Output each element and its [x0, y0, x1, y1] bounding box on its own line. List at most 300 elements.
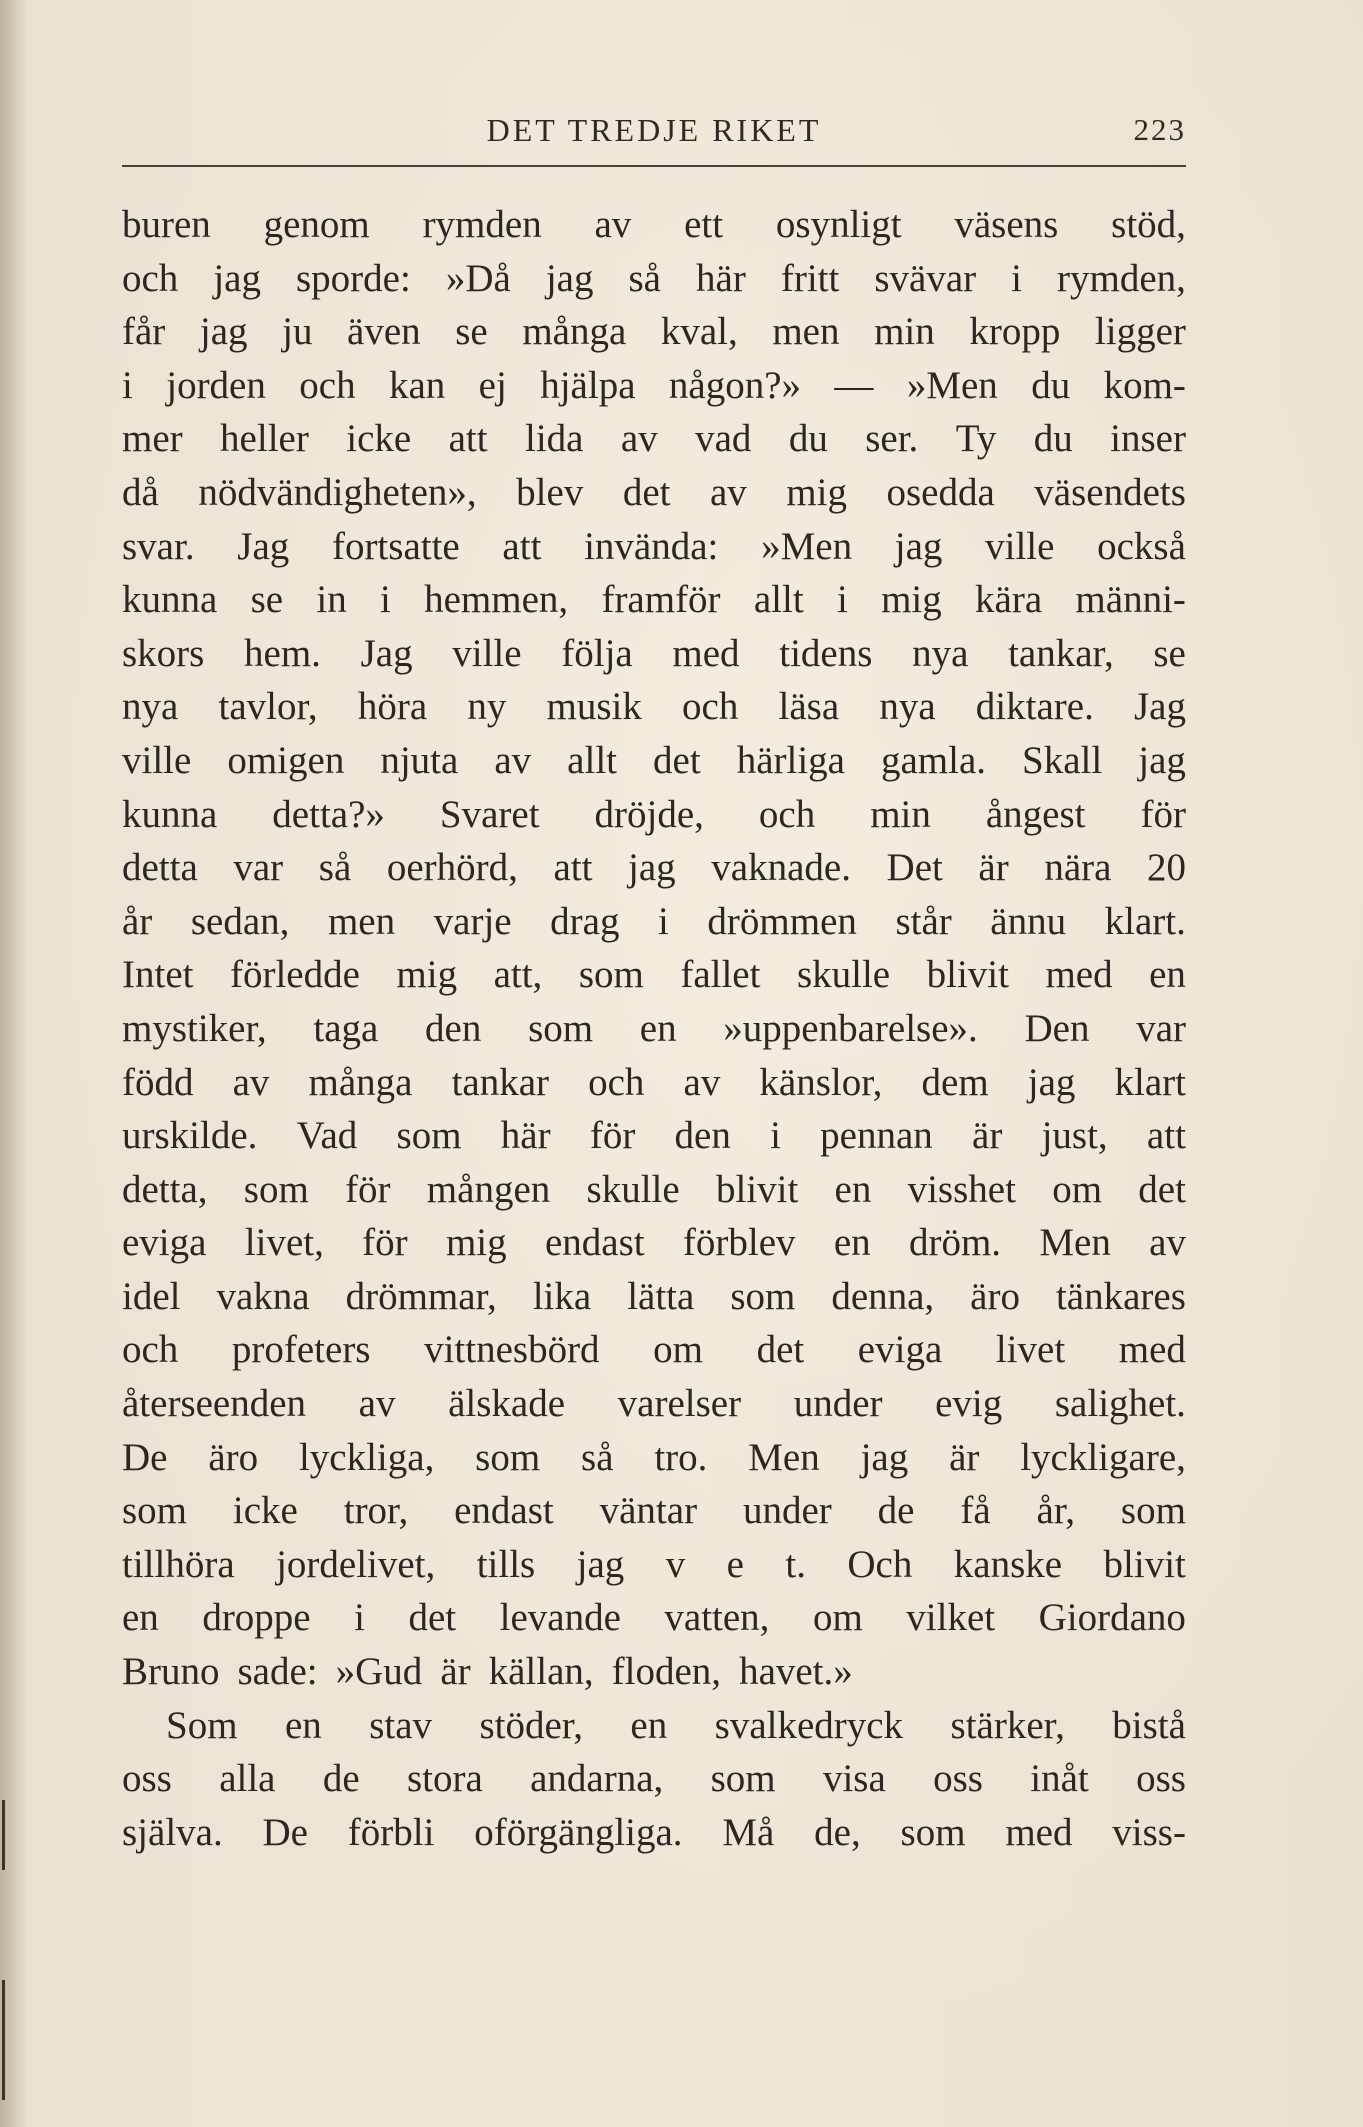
word: icke: [232, 1489, 298, 1533]
word: Som: [166, 1703, 238, 1747]
word: av: [232, 1060, 270, 1104]
word: dröjde,: [594, 792, 704, 836]
text-line: [122, 841, 1186, 895]
word: mig: [881, 578, 942, 622]
text-line: [122, 466, 1186, 520]
word: tänkares: [1055, 1274, 1186, 1318]
text-line: [122, 1056, 1186, 1110]
text-line: [122, 1431, 1186, 1485]
text-line: [122, 1323, 1186, 1377]
word: svalkedryck: [714, 1703, 904, 1747]
running-header: [122, 112, 1186, 156]
word: i: [770, 1114, 781, 1158]
word: en: [833, 1221, 871, 1265]
word: som: [243, 1167, 309, 1211]
word: ville: [122, 738, 192, 782]
word: mer: [122, 417, 183, 461]
word: livet,: [244, 1221, 324, 1265]
word: musik: [546, 685, 642, 729]
word: jag: [1027, 1060, 1076, 1104]
word: här: [500, 1114, 551, 1158]
word: tankar: [451, 1060, 550, 1104]
header-rule: [122, 165, 1186, 167]
word: bistå: [1112, 1703, 1186, 1747]
word: visshet: [907, 1167, 1016, 1211]
text-line: [122, 680, 1186, 734]
word: år,: [1036, 1489, 1076, 1533]
word: du: [1031, 363, 1071, 407]
word: men: [327, 899, 396, 943]
word: allt: [567, 738, 617, 782]
word: svar.: [122, 524, 195, 568]
word: år: [122, 899, 153, 943]
word: sporde:: [296, 256, 411, 300]
word: klart.: [1104, 899, 1186, 943]
word: omigen: [227, 738, 345, 782]
word: en: [284, 1703, 322, 1747]
word: mig: [396, 953, 458, 997]
word: är: [978, 846, 1009, 890]
word: just,: [1041, 1114, 1108, 1158]
word: för: [362, 1221, 408, 1265]
word: varje: [433, 899, 512, 943]
word: som: [578, 953, 644, 997]
word: som: [900, 1810, 966, 1854]
text-line: [122, 948, 1186, 1002]
word: tills: [476, 1542, 536, 1586]
word: återseenden: [122, 1382, 307, 1426]
word: v: [665, 1542, 686, 1586]
word: inåt: [1030, 1757, 1089, 1801]
word: nya: [879, 685, 936, 729]
word: Vad: [296, 1114, 358, 1158]
word: här: [696, 256, 746, 300]
word: och: [758, 792, 816, 836]
word: väntar: [599, 1489, 698, 1533]
word: vatten,: [664, 1596, 770, 1640]
word: jag: [545, 256, 594, 300]
word: skors: [122, 631, 205, 675]
text-line: [122, 1752, 1186, 1806]
word: dröm.: [908, 1221, 1002, 1265]
word: blivit: [715, 1167, 799, 1211]
word: av: [494, 738, 532, 782]
word: ny: [467, 685, 507, 729]
text-line: [122, 252, 1186, 306]
word: stöd,: [1111, 203, 1186, 246]
word: av: [683, 1060, 721, 1104]
word: ville: [985, 524, 1055, 568]
word: var: [1136, 1006, 1186, 1050]
word: född: [122, 1060, 194, 1104]
word: nödvändigheten»,: [198, 470, 477, 514]
text-line: [122, 1645, 1186, 1699]
word: källan,: [488, 1650, 594, 1694]
word: kunna: [122, 578, 218, 622]
word: du: [1033, 417, 1073, 461]
word: Jag: [1134, 685, 1186, 729]
word: rymden: [422, 203, 542, 246]
word: om: [812, 1596, 863, 1640]
word: så: [628, 256, 661, 300]
word: de,: [814, 1810, 861, 1854]
word: sedan,: [190, 899, 290, 943]
word: varelser: [617, 1382, 742, 1426]
word: fallet: [680, 953, 761, 997]
word: Jag: [237, 524, 290, 568]
word: urskilde.: [122, 1114, 258, 1158]
word: männi-: [1075, 578, 1186, 622]
word: stöder,: [479, 1703, 583, 1747]
word: eviga: [857, 1328, 943, 1372]
word: Intet: [122, 953, 194, 997]
word: det: [653, 738, 701, 782]
word: då: [122, 470, 159, 514]
word: ligger: [1094, 310, 1186, 354]
word: kom-: [1103, 363, 1186, 407]
word: för: [589, 1114, 636, 1158]
word: allt: [753, 578, 804, 622]
word: Och: [847, 1542, 913, 1586]
word: tankar,: [1008, 631, 1114, 675]
word: Giordano: [1038, 1596, 1186, 1640]
word: Men: [1039, 1221, 1111, 1265]
word: och: [588, 1060, 645, 1104]
text-line: [122, 1270, 1186, 1324]
word: med: [1118, 1328, 1186, 1372]
word: se: [455, 310, 488, 354]
word: stärker,: [950, 1703, 1065, 1747]
word: kropp: [969, 310, 1061, 354]
word: lida: [525, 417, 584, 461]
word: det: [1138, 1167, 1186, 1211]
word: förledde: [229, 953, 360, 997]
word: och: [122, 1328, 179, 1372]
word: många: [522, 310, 627, 354]
word: står: [895, 899, 952, 943]
word: in: [316, 578, 347, 622]
word: buren: [122, 203, 211, 246]
word: nya: [912, 631, 969, 675]
word: att: [502, 524, 542, 568]
text-line: [122, 734, 1186, 788]
word: se: [1153, 631, 1186, 675]
word: av: [620, 417, 658, 461]
word: den: [674, 1114, 731, 1158]
word: mig: [786, 470, 847, 514]
word: många: [308, 1060, 413, 1104]
word: lyckliga,: [298, 1435, 435, 1479]
word: jag: [213, 256, 261, 300]
word: De: [122, 1435, 168, 1479]
word: Skall: [1022, 738, 1103, 782]
word: livet: [995, 1328, 1066, 1372]
word: den: [425, 1006, 482, 1050]
word: som: [1120, 1489, 1186, 1533]
word: vittnesbörd: [424, 1328, 600, 1372]
word: jag: [894, 524, 943, 568]
text-line: [122, 359, 1186, 413]
word: i: [836, 578, 848, 622]
text-line: [122, 1002, 1186, 1056]
text-line: [122, 788, 1186, 842]
word: blev: [516, 470, 584, 514]
word: gamla.: [880, 738, 987, 782]
word: oss: [122, 1757, 172, 1801]
word: framför: [601, 578, 721, 622]
word: kanske: [953, 1542, 1063, 1586]
word: Den: [1024, 1006, 1090, 1050]
word: rymden,: [1057, 256, 1186, 300]
text-line: [122, 1216, 1186, 1270]
word: som: [730, 1274, 796, 1318]
word: någon?»: [668, 363, 802, 407]
word: blivit: [1103, 1542, 1186, 1586]
word: denna,: [831, 1274, 935, 1318]
word: lätta: [627, 1274, 695, 1318]
page-number: 223: [1133, 112, 1186, 147]
word: Svaret: [439, 792, 540, 836]
word: om: [653, 1328, 703, 1372]
word: mystiker,: [122, 1006, 267, 1050]
text-line: [122, 895, 1186, 949]
word: känslor,: [759, 1060, 883, 1104]
word: som: [475, 1435, 541, 1479]
page-edge-mark: [2, 1980, 5, 2100]
word: De: [262, 1810, 308, 1854]
word: att: [553, 846, 593, 890]
text-line: [122, 520, 1186, 574]
word: för: [345, 1167, 391, 1211]
word: det: [622, 470, 671, 514]
word: »Men: [761, 524, 853, 568]
word: kan: [388, 363, 446, 407]
word: en: [122, 1596, 159, 1640]
word: detta,: [122, 1167, 208, 1211]
word: 20: [1147, 846, 1186, 890]
word: droppe: [202, 1596, 311, 1640]
word: tro.: [654, 1435, 708, 1479]
word: att,: [493, 953, 543, 997]
word: drömmen: [707, 899, 857, 943]
word: jordelivet,: [276, 1542, 436, 1586]
word: tidens: [779, 631, 873, 675]
word: stav: [369, 1703, 433, 1747]
word: klart: [1114, 1060, 1186, 1104]
word: invända:: [584, 524, 719, 568]
word: väsendets: [1034, 470, 1186, 514]
word: oss: [1136, 1757, 1186, 1801]
word: t.: [785, 1542, 806, 1586]
word: vilket: [906, 1596, 996, 1640]
word: alla: [219, 1757, 276, 1801]
word: älskade: [448, 1382, 566, 1426]
word: i: [354, 1596, 365, 1640]
word: som: [122, 1489, 188, 1533]
word: med: [1005, 1810, 1073, 1854]
body-text: [122, 198, 1186, 1859]
word: får: [122, 310, 166, 354]
word: ju: [282, 310, 313, 354]
word: »uppenbarelse».: [723, 1006, 978, 1050]
word: drag: [550, 899, 620, 943]
word: Må: [722, 1810, 775, 1854]
word: en: [639, 1006, 677, 1050]
word: vad: [695, 417, 752, 461]
word: att: [1146, 1114, 1186, 1158]
word: också: [1097, 524, 1186, 568]
word: i: [380, 578, 391, 622]
word: Jag: [360, 631, 413, 675]
word: under: [742, 1489, 832, 1533]
word: »Men: [906, 363, 998, 407]
running-title: DET TREDJE RIKET: [486, 112, 822, 148]
text-line: [122, 305, 1186, 359]
word: kval,: [660, 310, 738, 354]
word: —: [834, 363, 874, 407]
text-line: [122, 1699, 1186, 1753]
word: skulle: [796, 953, 891, 997]
word: även: [347, 310, 421, 354]
word: mången: [426, 1167, 551, 1211]
word: som: [396, 1114, 462, 1158]
word: endast: [544, 1221, 645, 1265]
word: nära: [1044, 846, 1112, 890]
word: evig: [935, 1382, 1003, 1426]
word: av: [594, 203, 632, 246]
word: i: [122, 363, 133, 407]
text-line: [122, 1591, 1186, 1645]
word: hemmen,: [424, 578, 569, 622]
text-line: [122, 1377, 1186, 1431]
word: jag: [860, 1435, 909, 1479]
word: viss-: [1112, 1810, 1186, 1854]
word: det: [408, 1596, 457, 1640]
word: äro: [208, 1435, 259, 1479]
word: stora: [406, 1757, 483, 1801]
word: detta?»: [272, 792, 385, 836]
word: »Då: [445, 256, 511, 300]
word: äro: [970, 1274, 1020, 1318]
word: min: [870, 792, 931, 836]
word: hjälpa: [540, 363, 636, 407]
word: endast: [454, 1489, 554, 1533]
word: är: [440, 1650, 471, 1694]
word: läsa: [778, 685, 840, 729]
word: under: [793, 1382, 883, 1426]
word: ej: [478, 363, 507, 407]
word: vakna: [216, 1274, 310, 1318]
word: njuta: [380, 738, 459, 782]
word: med: [672, 631, 740, 675]
word: Ty: [955, 417, 997, 461]
word: andarna,: [530, 1757, 664, 1801]
word: eviga: [122, 1221, 207, 1265]
word: blivit: [926, 953, 1009, 997]
word: förblev: [682, 1221, 796, 1265]
word: härliga: [736, 738, 845, 782]
word: av: [709, 470, 747, 514]
text-line: [122, 198, 1186, 252]
word: jag: [628, 846, 676, 890]
word: de: [877, 1489, 915, 1533]
word: att: [448, 417, 488, 461]
word: min: [874, 310, 935, 354]
word: floden,: [611, 1650, 722, 1694]
word: så: [581, 1435, 614, 1479]
word: kunna: [122, 792, 218, 836]
word: en: [630, 1703, 668, 1747]
word: om: [1052, 1167, 1103, 1211]
word: tror,: [343, 1489, 409, 1533]
text-line: [122, 1538, 1186, 1592]
word: och: [122, 256, 179, 300]
word: Det: [886, 846, 943, 890]
word: en: [1149, 953, 1186, 997]
word: sade:: [237, 1650, 318, 1694]
word: detta: [122, 846, 198, 890]
word: profeters: [231, 1328, 371, 1372]
word: höra: [357, 685, 428, 729]
word: ångest: [985, 792, 1086, 836]
word: och: [299, 363, 356, 407]
word: och: [682, 685, 739, 729]
word: inser: [1110, 417, 1186, 461]
word: ser.: [865, 417, 919, 461]
word: ett: [684, 203, 724, 246]
word: jag: [199, 310, 248, 354]
word: själva.: [122, 1810, 223, 1854]
word: ännu: [990, 899, 1067, 943]
text-line: [122, 573, 1186, 627]
word: du: [788, 417, 828, 461]
word: dem: [921, 1060, 989, 1104]
word: de: [322, 1757, 360, 1801]
word: oerhörd,: [386, 846, 518, 890]
text-line: [122, 1163, 1186, 1217]
page-edge-mark: [2, 1800, 5, 1870]
word: för: [1140, 792, 1186, 836]
word: icke: [346, 417, 412, 461]
word: jag: [1138, 738, 1186, 782]
word: tavlor,: [218, 685, 318, 729]
word: jag: [576, 1542, 625, 1586]
text-line: [122, 1806, 1186, 1860]
text-line: [122, 412, 1186, 466]
word: väsens: [954, 203, 1059, 246]
word: med: [1045, 953, 1113, 997]
word: förbli: [347, 1810, 435, 1854]
word: en: [834, 1167, 872, 1211]
word: diktare.: [975, 685, 1094, 729]
word: i: [1011, 256, 1022, 300]
word: kära: [975, 578, 1043, 622]
word: det: [756, 1328, 805, 1372]
word: som: [710, 1757, 776, 1801]
word: så: [318, 846, 352, 890]
word: genom: [263, 203, 370, 246]
text-line: [122, 627, 1186, 681]
word: som: [528, 1006, 594, 1050]
word: Men: [748, 1435, 820, 1479]
word: fritt: [780, 256, 840, 300]
word: e: [726, 1542, 744, 1586]
word: i: [658, 899, 669, 943]
word: oss: [933, 1757, 983, 1801]
word: jorden: [166, 363, 266, 407]
word: men: [772, 310, 840, 354]
word: osynligt: [775, 203, 902, 246]
